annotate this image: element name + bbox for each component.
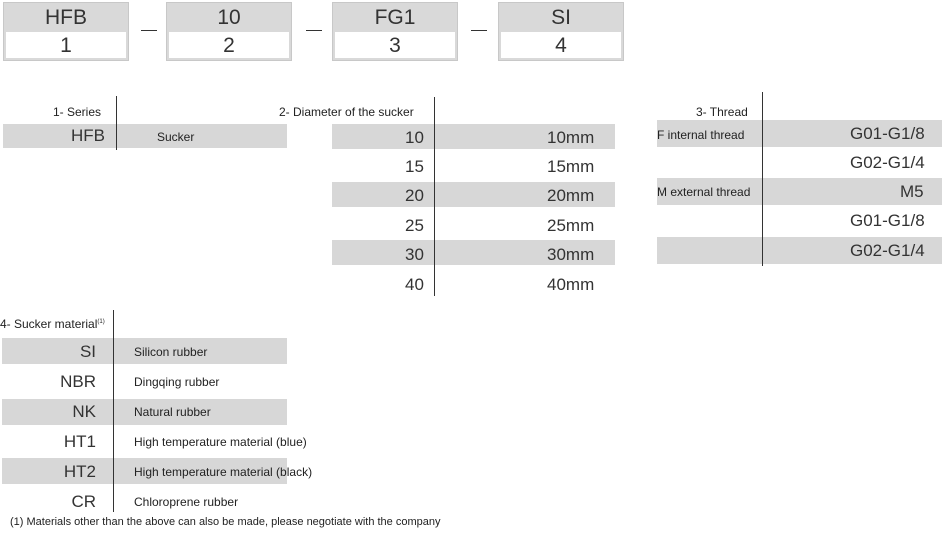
- diameter-code: 20: [405, 186, 424, 205]
- material-desc: Dingqing rubber: [134, 375, 220, 389]
- code-value: FG1: [374, 6, 416, 29]
- code-separator: [306, 30, 322, 31]
- footnote: (1) Materials other than the above can also be made, please negotiate with the company: [10, 516, 441, 528]
- material-header-note: (1): [97, 319, 105, 325]
- code-box-series: [3, 2, 129, 61]
- diameter-code: 10: [405, 128, 424, 147]
- material-desc: High temperature material (blue): [134, 435, 307, 449]
- series-row-band: [3, 124, 287, 148]
- material-desc: Chloroprene rubber: [134, 495, 239, 509]
- series-header: 1- Series: [53, 105, 102, 119]
- thread-value: G02-G1/4: [850, 153, 925, 172]
- material-desc: High temperature material (black): [134, 465, 313, 479]
- thread-value: G02-G1/4: [850, 241, 925, 260]
- material-divider: [113, 310, 114, 512]
- material-code: HT2: [63, 462, 96, 481]
- code-separator: [141, 30, 157, 31]
- code-index: 2: [169, 32, 289, 58]
- diameter-value: 25mm: [547, 216, 595, 235]
- thread-header: 3- Thread: [696, 105, 748, 119]
- code-separator: [471, 30, 487, 31]
- material-header-text: 4- Sucker material: [0, 317, 98, 331]
- diameter-value: 40mm: [547, 275, 595, 294]
- diameter-value: 15mm: [547, 157, 595, 176]
- thread-divider: [762, 92, 763, 266]
- series-desc: Sucker: [157, 130, 195, 144]
- code-box-material: [498, 2, 624, 61]
- thread-type: M external thread: [657, 185, 751, 199]
- code-index: 4: [501, 32, 621, 58]
- code-box-diameter: [166, 2, 292, 61]
- diameter-code: 40: [405, 275, 424, 294]
- code-value: 10: [217, 6, 241, 29]
- series-code: HFB: [71, 126, 105, 145]
- material-desc: Silicon rubber: [134, 345, 208, 359]
- diameter-divider: [434, 97, 435, 296]
- diameter-value: 30mm: [547, 245, 595, 264]
- diameter-code: 15: [405, 157, 424, 176]
- code-value: SI: [551, 6, 571, 29]
- series-divider: [116, 96, 117, 150]
- diameter-code: 30: [405, 245, 424, 264]
- material-code: NK: [72, 402, 96, 421]
- diameter-code: 25: [405, 216, 424, 235]
- material-code: HT1: [63, 432, 96, 451]
- code-box-thread: [332, 2, 458, 61]
- thread-value: M5: [900, 182, 924, 201]
- diameter-value: 20mm: [547, 186, 595, 205]
- code-index: 1: [6, 32, 126, 58]
- material-code: SI: [79, 342, 96, 361]
- diameter-header: 2- Diameter of the sucker: [279, 105, 414, 119]
- material-desc: Natural rubber: [134, 405, 211, 419]
- thread-type: F internal thread: [657, 128, 745, 142]
- thread-value: G01-G1/8: [850, 211, 925, 230]
- diameter-value: 10mm: [547, 128, 595, 147]
- thread-value: G01-G1/8: [850, 124, 925, 143]
- code-index: 3: [335, 32, 455, 58]
- material-header: [0, 317, 105, 331]
- code-value: HFB: [45, 6, 87, 29]
- material-code: CR: [71, 492, 96, 511]
- material-code: NBR: [60, 372, 96, 391]
